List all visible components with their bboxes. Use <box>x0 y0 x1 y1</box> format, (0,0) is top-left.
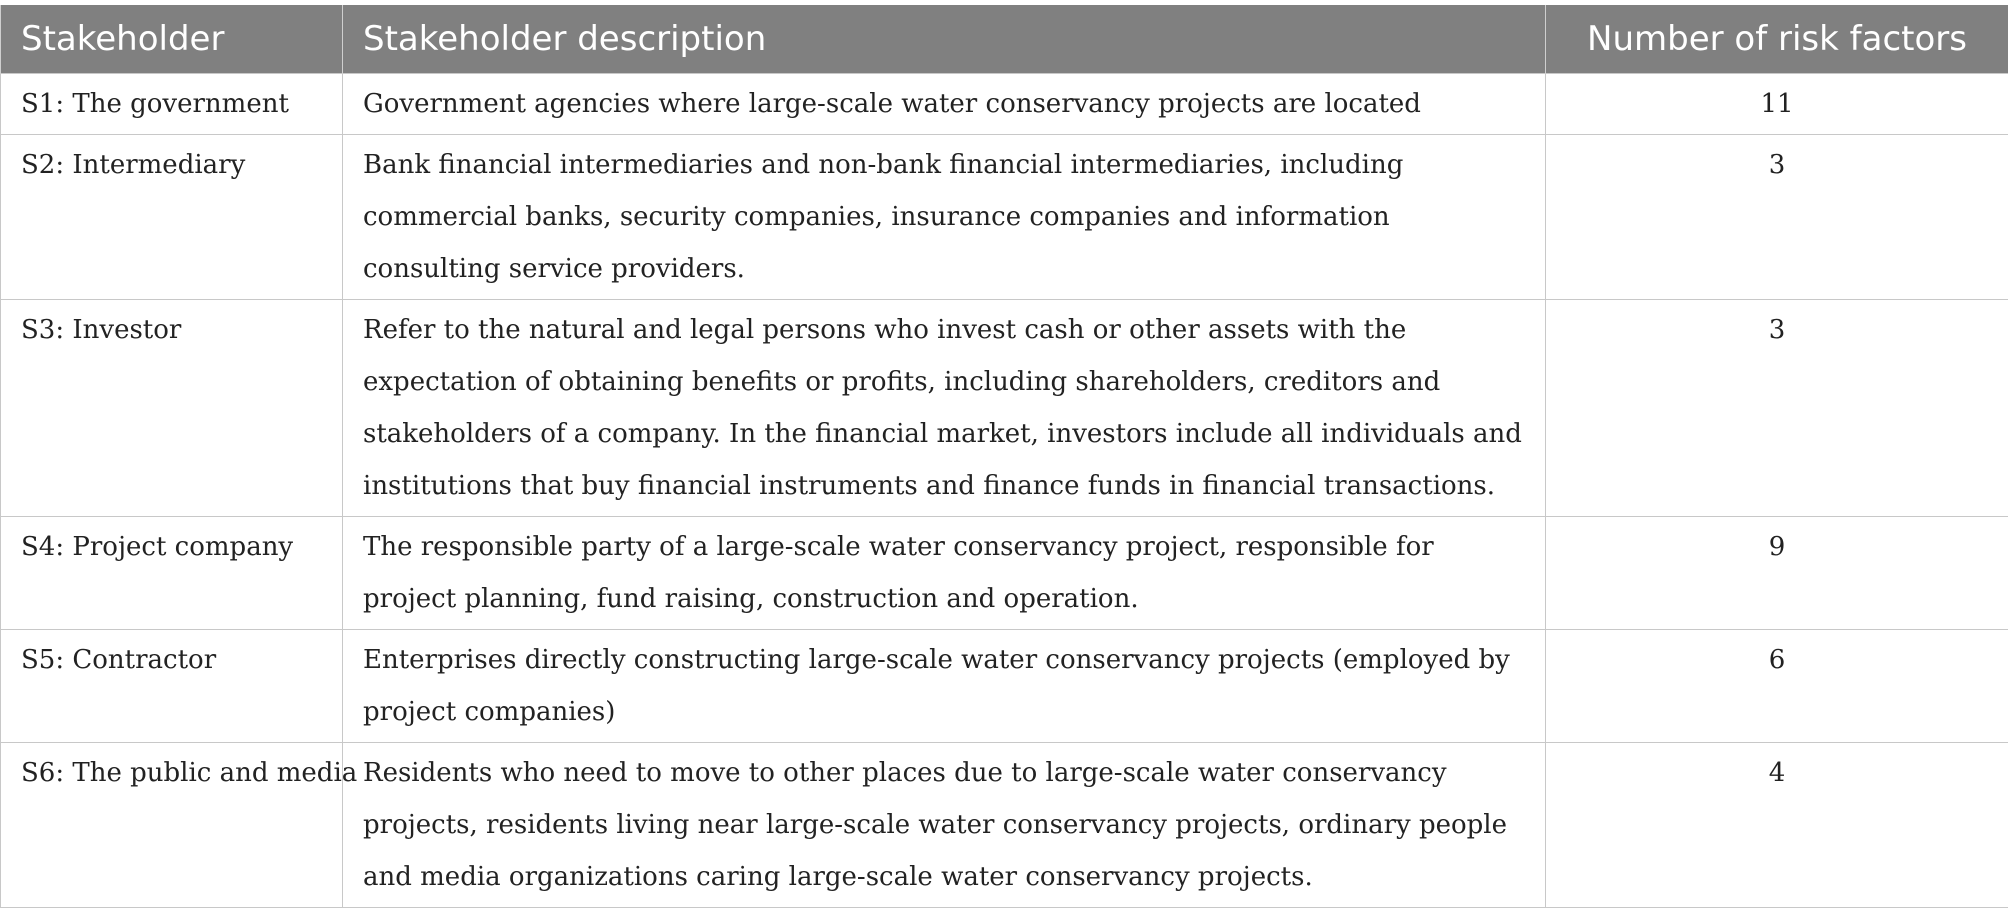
cell-stakeholder: S4: Project company <box>1 517 343 630</box>
cell-description: Residents who need to move to other places due to large-scale water conservancy projects, residents living near large-scale water conservancy projects, ordinary people and media organizations caring large-scale water conservancy projects. <box>343 743 1546 908</box>
header-row <box>1 5 2008 74</box>
cell-description: The responsible party of a large-scale water conservancy project, responsible for project planning, fund raising, construction and operation. <box>343 517 1546 630</box>
table-row <box>1 630 2008 743</box>
table-row <box>1 743 2008 908</box>
cell-description: Bank financial intermediaries and non-bank financial intermediaries, including commercial banks, security companies, insurance companies and information consulting service providers. <box>343 135 1546 300</box>
cell-risk-count: 4 <box>1546 743 2008 908</box>
cell-description: Refer to the natural and legal persons who invest cash or other assets with the expectation of obtaining benefits or profits, including shareholders, creditors and stakeholders of a company. In the financial market, investors include all individuals and institutions that buy financial instruments and finance funds in financial transactions. <box>343 300 1546 517</box>
cell-stakeholder: S5: Contractor <box>1 630 343 743</box>
cell-stakeholder: S2: Intermediary <box>1 135 343 300</box>
cell-risk-count: 3 <box>1546 135 2008 300</box>
table-row <box>1 300 2008 517</box>
cell-risk-count: 3 <box>1546 300 2008 517</box>
cell-description: Government agencies where large-scale water conservancy projects are located <box>343 74 1546 135</box>
cell-description: Enterprises directly constructing large-scale water conservancy projects (employed by project companies) <box>343 630 1546 743</box>
cell-risk-count: 9 <box>1546 517 2008 630</box>
stakeholder-table-container <box>0 5 2008 908</box>
cell-risk-count: 6 <box>1546 630 2008 743</box>
cell-risk-count: 11 <box>1546 74 2008 135</box>
cell-stakeholder: S6: The public and media <box>1 743 343 908</box>
header-description: Stakeholder description <box>343 5 1546 74</box>
table-row <box>1 135 2008 300</box>
table-row <box>1 517 2008 630</box>
table-body <box>1 74 2008 908</box>
table-row <box>1 74 2008 135</box>
header-risk-factor-count: Number of risk factors <box>1546 5 2008 74</box>
cell-stakeholder: S3: Investor <box>1 300 343 517</box>
cell-stakeholder: S1: The government <box>1 74 343 135</box>
stakeholder-table <box>0 5 2008 908</box>
table-header <box>1 5 2008 74</box>
header-stakeholder: Stakeholder <box>1 5 343 74</box>
